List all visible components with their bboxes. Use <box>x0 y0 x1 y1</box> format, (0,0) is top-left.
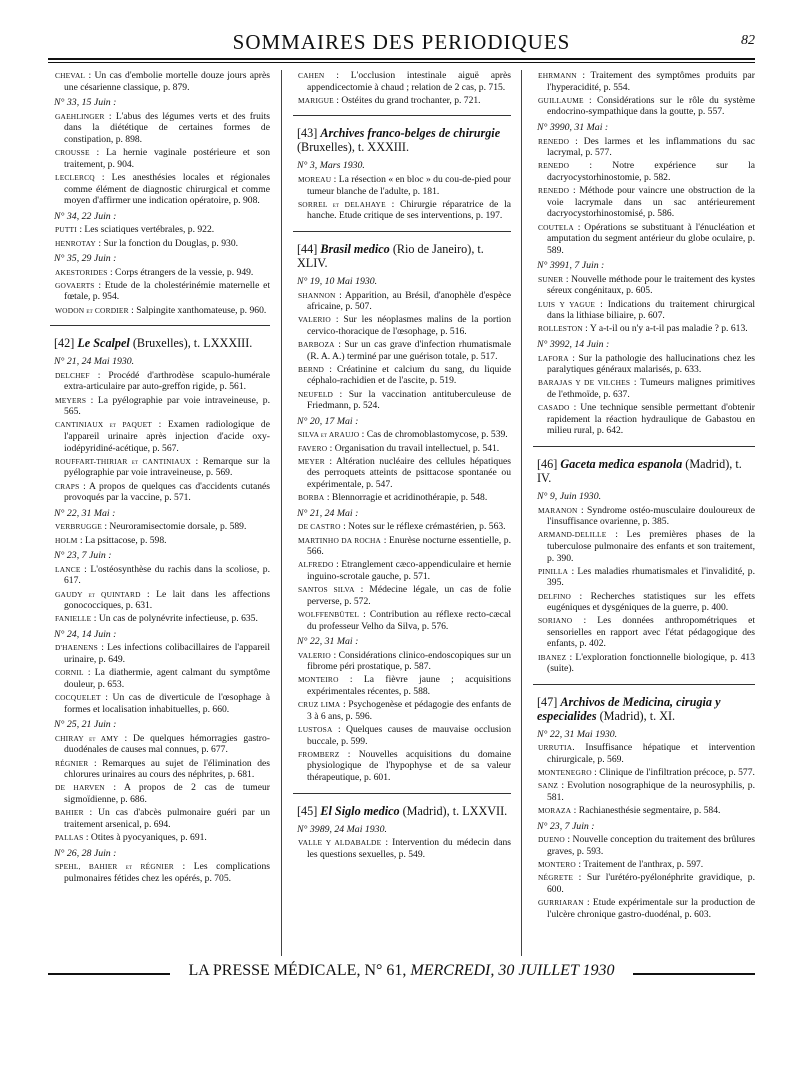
article-entry: DE HARVEN : A propos de 2 cas de tumeur sigmoïdienne, p. 686. <box>55 782 270 805</box>
article-entry: PINILLA : Les maladies rhumatismales et l'invalidité, p. 395. <box>538 565 755 589</box>
issue-date: N° 21, 24 Mai : <box>297 507 359 519</box>
article-entry: VALERIO : Considérations clinico-endoscopiques sur un fibrome péri prostatique, p. 587. <box>298 649 511 673</box>
journal-heading: [42] Le Scalpel (Bruxelles), t. LXXXIII. <box>54 336 253 351</box>
section-divider <box>533 446 755 447</box>
issue-date: N° 3991, 7 Juin : <box>537 260 605 272</box>
article-entry: BORBA : Blennorragie et acridinothérapie, p. 548. <box>298 492 488 504</box>
article-entry: SANTOS SILVA : Médecine légale, un cas de folie perverse, p. 572. <box>298 584 511 607</box>
section-divider <box>293 231 511 232</box>
issue-date: N° 3992, 14 Juin : <box>537 339 610 351</box>
article-entry: BERND : Créatinine et calcium du sang, du liquide céphalo-rachidien et de l'ascite, p. 519. <box>298 363 511 387</box>
article-entry: GUILLAUME : Considérations sur le rôle du système endocrino-sympathique dans la goutte, p. 557. <box>538 94 755 118</box>
column-2 <box>293 70 511 862</box>
article-entry: BAHIER : Un cas d'abcès pulmonaire guéri par un traitement arsenical, p. 694. <box>55 807 270 830</box>
article-entry: SANZ : Evolution nosographique de la neurosyphilis, p. 581. <box>538 780 755 803</box>
article-entry: AKESTORIDES : Corps étrangers de la vessie, p. 949. <box>55 266 254 278</box>
article-entry: RÉGNIER : Remarques au sujet de l'élimination des chlorures urinaires au cours des néphrites, p. 681. <box>55 757 270 781</box>
article-entry: DELFINO : Recherches statistiques sur les effets eugéniques et dysgéniques de la guerre, p. 400. <box>538 590 755 614</box>
article-entry: SILVA et ARAUJO : Cas de chromoblastomycose, p. 539. <box>298 429 508 441</box>
section-divider <box>293 115 511 116</box>
article-entry: SHANNON : Apparition, au Brésil, d'anophèle d'espèce africaine, p. 507. <box>298 289 511 313</box>
article-entry: VALLE Y ALDABALDE : Intervention du médecin dans les questions sexuelles, p. 549. <box>298 837 511 860</box>
article-entry: COUTELA : Opérations se substituant à l'énucléation et amputation du segment antérieur du globe oculaire, p. 589. <box>538 221 755 256</box>
article-entry: GOVAERTS : Etude de la cholestérinémie maternelle et fœtale, p. 954. <box>55 279 270 303</box>
article-entry: MORAZA : Rachianesthésie segmentaire, p. 584. <box>538 805 721 817</box>
article-entry: LANCE : L'ostéosynthèse du rachis dans la scoliose, p. 617. <box>55 563 270 587</box>
issue-date: N° 23, 7 Juin : <box>537 820 595 832</box>
journal-heading: [47] Archivos de Medicina, cirugia y especialides (Madrid), t. XI. <box>537 694 721 723</box>
article-entry: VERBRUGGE : Neuroramisectomie dorsale, p. 589. <box>55 521 247 533</box>
issue-date: N° 26, 28 Juin : <box>54 847 117 859</box>
article-entry: SORIANO : Les données anthropométriques et sensorielles en rapport avec l'état pédagogique des enfants, p. 402. <box>538 615 755 650</box>
header-rule <box>48 58 755 60</box>
issue-date: N° 19, 10 Mai 1930. <box>297 275 378 287</box>
journal-heading: [44] Brasil medico (Rio de Janeiro), t. XLIV. <box>297 241 484 270</box>
section-divider <box>293 793 511 794</box>
journal-heading: [45] El Siglo medico (Madrid), t. LXXVII. <box>297 803 508 818</box>
article-entry: CRUZ LIMA : Psychogenèse et pédagogie des enfants de 3 à 6 ans, p. 596. <box>298 699 512 722</box>
issue-date: N° 22, 31 Mai : <box>297 636 359 648</box>
article-entry: EHRMANN : Traitement des symptômes produits par l'hyperacidité, p. 554. <box>538 70 755 93</box>
column-3 <box>533 70 755 922</box>
article-entry: RENEDO : Notre expérience sur la dacryocystorhinostomie, p. 582. <box>538 160 755 183</box>
article-entry: CRAPS : A propos de quelques cas d'accidents cutanés provoqués par la vaccine, p. 571. <box>55 480 270 504</box>
article-entry: BARBOZA : Sur un cas grave d'infection rhumatismale (R. A. A.) terminé par une guérison totale, p. 517. <box>298 339 511 362</box>
article-entry: ROLLESTON : Y a-t-il ou n'y a-t-il pas maladie ? p. 613. <box>538 323 748 335</box>
article-entry: IBANEZ : L'exploration fonctionnelle biologique, p. 413 (suite). <box>538 651 755 675</box>
article-entry: WOLFFENBÜTEL : Contribution au réflexe recto-cæcal du professeur Velho da Silva, p. 576. <box>298 608 511 632</box>
article-entry: CASADO : Une technique sensible permettant d'obtenir rapidement la réaction hydraulique de Gabastou en milieu rural, p. 642. <box>538 402 755 437</box>
issue-date: N° 20, 17 Mai : <box>297 415 359 427</box>
article-entry: CHIRAY et AMY : De quelques hémorragies gastro-duodénales de causes mal connues, p. 677. <box>55 732 270 756</box>
footer-rule-right <box>633 973 755 975</box>
issue-date: N° 25, 21 Juin : <box>54 719 117 731</box>
article-entry: NEUFELD : Sur la vaccination antituberculeuse de Friedmann, p. 524. <box>298 388 511 412</box>
article-entry: MARIGUE : Ostéites du grand trochanter, p. 721. <box>298 94 481 106</box>
article-entry: PALLAS : Otites à pyocyaniques, p. 691. <box>55 831 207 843</box>
article-entry: LECLERCQ : Les anesthésies locales et régionales comme élément de diagnostic chirurgical et comme moyen d'affirmer une indication opératoire, p. 908. <box>55 171 270 207</box>
issue-date: N° 9, Juin 1930. <box>537 490 602 502</box>
footer-text <box>174 962 629 980</box>
article-entry: NÉGRETE : Sur l'urétéro-pyélonéphrite gravidique, p. 600. <box>538 872 755 895</box>
article-entry: SORREL et DELAHAYE : Chirurgie réparatrice de la hanche. Etude critique de ses interventions, p. 197. <box>298 198 512 222</box>
footer-date: MERCREDI, 30 JUILLET 1930 <box>410 962 615 979</box>
article-entry: LAFORA : Sur la pathologie des hallucinations chez les paralytiques généraux malarisés, p. 633. <box>538 352 755 376</box>
page-number: 82 <box>741 33 755 48</box>
article-entry: URRUTIA. Insuffisance hépatique et intervention chirurgicale, p. 569. <box>538 742 755 766</box>
article-entry: LUSTOSA : Quelques causes de mauvaise occlusion buccale, p. 599. <box>298 724 511 747</box>
article-entry: MARTINHO DA ROCHA : Enurèse nocturne essentielle, p. 566. <box>298 534 511 558</box>
article-entry: MONTEIRO : La fièvre jaune ; acquisitions expérimentales récentes, p. 588. <box>298 674 511 698</box>
article-entry: FANIELLE : Un cas de polynévrite infectieuse, p. 635. <box>55 613 258 625</box>
article-entry: CANTINIAUX et PAQUET : Examen radiologique de l'appareil urinaire après injection d'acide oxy-iodépyridiné-acétique, p. 567. <box>55 419 270 454</box>
issue-date: N° 3990, 31 Mai : <box>537 121 609 133</box>
article-entry: MARANON : Syndrome ostéo-musculaire douloureux de l'insuffisance ovarienne, p. 385. <box>538 504 755 528</box>
issue-date: N° 3, Mars 1930. <box>297 160 365 172</box>
section-divider <box>50 325 270 326</box>
article-entry: SPEHL, BAHIER et RÉGNIER : Les complications pulmonaires fétides chez les opérés, p. 705. <box>55 861 270 884</box>
issue-date: N° 22, 31 Mai 1930. <box>537 728 618 740</box>
journal-heading: [43] Archives franco-belges de chirurgie (Bruxelles), t. XXXIII. <box>297 126 501 155</box>
article-entry: ALFREDO : Etranglement cæco-appendiculaire et hernie inguino-scrotale gauche, p. 571. <box>298 559 511 582</box>
page-footer <box>48 962 755 988</box>
issue-date: N° 23, 7 Juin : <box>54 550 112 562</box>
article-entry: ROUFFART-THIRIAR et CANTINIAUX : Remarque sur la pyélographie par voie intraveineuse, p. 569. <box>55 455 270 479</box>
issue-date: N° 35, 29 Juin : <box>54 253 117 265</box>
article-entry: DELCHEF : Procédé d'arthrodèse scapulo-humérale extra-articulaire par auto-greffon rigide, p. 561. <box>55 369 270 393</box>
article-entry: HENROTAY : Sur la fonction du Douglas, p. 930. <box>55 237 239 249</box>
article-entry: PUTTI : Les sciatiques vertébrales, p. 922. <box>55 224 215 236</box>
article-entry: CORNIL : La diathermie, agent calmant du symptôme douleur, p. 653. <box>55 667 270 690</box>
article-entry: D'HAENENS : Les infections colibacillaires de l'appareil urinaire, p. 649. <box>55 642 270 666</box>
article-entry: SUNER : Nouvelle méthode pour le traitement des kystes séreux congénitaux, p. 605. <box>538 273 755 297</box>
issue-date: N° 24, 14 Juin : <box>54 628 117 640</box>
article-entry: MEYERS : La pyélographie par voie intraveineuse, p. 565. <box>55 394 270 418</box>
article-entry: BARAJAS Y DE VILCHES : Tumeurs malignes primitives de l'ethmoïde, p. 637. <box>538 377 755 400</box>
article-entry: DE CASTRO : Notes sur le réflexe crémastérien, p. 563. <box>298 521 506 533</box>
column-divider <box>521 70 522 956</box>
article-entry: LUIS Y YAGUE : Indications du traitement chirurgical dans la lithiase biliaire, p. 607. <box>538 298 755 322</box>
article-entry: GAEHLINGER : L'abus des légumes verts et des fruits dans la diététique de certaines formes de constipation, p. 898. <box>55 110 270 145</box>
article-entry: MONTERO : Traitement de l'anthrax, p. 597. <box>538 859 704 871</box>
article-entry: GURRIARAN : Etude expérimentale sur la production de l'ulcère chronique gastro-duodénal, p. 603. <box>538 897 755 920</box>
article-entry: MEYER : Altération nucléaire des cellules hépatiques des perroquets atteints de psittacose spontanée ou expérimentale, p. 547. <box>298 455 511 490</box>
journal-heading: [46] Gaceta medica espanola (Madrid), t. IV. <box>537 456 742 485</box>
footer-rule-left <box>48 973 170 975</box>
article-entry: ARMAND-DELILLE : Les premières phases de la tuberculose pulmonaire des enfants et son traitement, p. 390. <box>538 529 755 564</box>
article-entry: RENEDO : Des larmes et les inflammations du sac lacrymal, p. 577. <box>538 135 755 159</box>
article-entry: HOLM : La psittacose, p. 598. <box>55 534 167 546</box>
section-divider <box>533 684 755 685</box>
column-divider <box>281 70 282 956</box>
column-1 <box>50 70 270 886</box>
article-entry: CAHEN : L'occlusion intestinale aiguë après appendicectomie à chaud ; relation de 2 cas, p. 715. <box>298 70 511 93</box>
article-entry: COCQUELET : Un cas de diverticule de l'œsophage à formes et localisation inhabituelles, p. 660. <box>55 692 270 715</box>
article-entry: FROMBERZ : Nouvelles acquisitions du domaine physiologique de l'hypophyse et de sa valeur thérapeutique, p. 601. <box>298 748 511 783</box>
header-rule-thin <box>48 62 755 63</box>
article-entry: WODON et CORDIER : Salpingite xanthomateuse, p. 960. <box>55 304 267 316</box>
article-entry: VALERIO : Sur les néoplasmes malins de la portion cervico-thoracique de l'œsophage, p. 516. <box>298 314 511 337</box>
footer-journal: LA PRESSE MÉDICALE, <box>188 962 361 979</box>
issue-date: N° 21, 24 Mai 1930. <box>54 356 135 368</box>
footer-issue: N° 61, <box>364 962 407 979</box>
issue-date: N° 33, 15 Juin : <box>54 97 117 109</box>
article-entry: MOREAU : La résection « en bloc » du cou-de-pied pour tumeur blanche de l'adulte, p. 181. <box>298 173 511 197</box>
article-entry: CHEVAL : Un cas d'embolie mortelle douze jours après une césarienne classique, p. 879. <box>55 70 270 93</box>
article-entry: MONTENEGRO : Clinique de l'infiltration précoce, p. 577. <box>538 767 755 779</box>
article-entry: CROUSSE : La hernie vaginale postérieure et son traitement, p. 904. <box>55 147 270 170</box>
article-entry: GAUDY et QUINTARD : Le lait dans les affections gonococciques, p. 631. <box>55 588 270 612</box>
issue-date: N° 34, 22 Juin : <box>54 210 117 222</box>
issue-date: N° 3989, 24 Mai 1930. <box>297 823 387 835</box>
article-entry: DUENO : Nouvelle conception du traitement des brûlures graves, p. 593. <box>538 834 755 857</box>
page-header <box>48 30 755 60</box>
article-entry: RENEDO : Méthode pour vaincre une obstruction de la voie lacrymale dans un sac antérieurement dacryocystorhinostomisé, p. 586. <box>538 185 755 220</box>
issue-date: N° 22, 31 Mai : <box>54 507 116 519</box>
page-title: SOMMAIRES DES PERIODIQUES <box>232 30 571 54</box>
article-entry: FAVERO : Organisation du travail intellectuel, p. 541. <box>298 442 500 454</box>
